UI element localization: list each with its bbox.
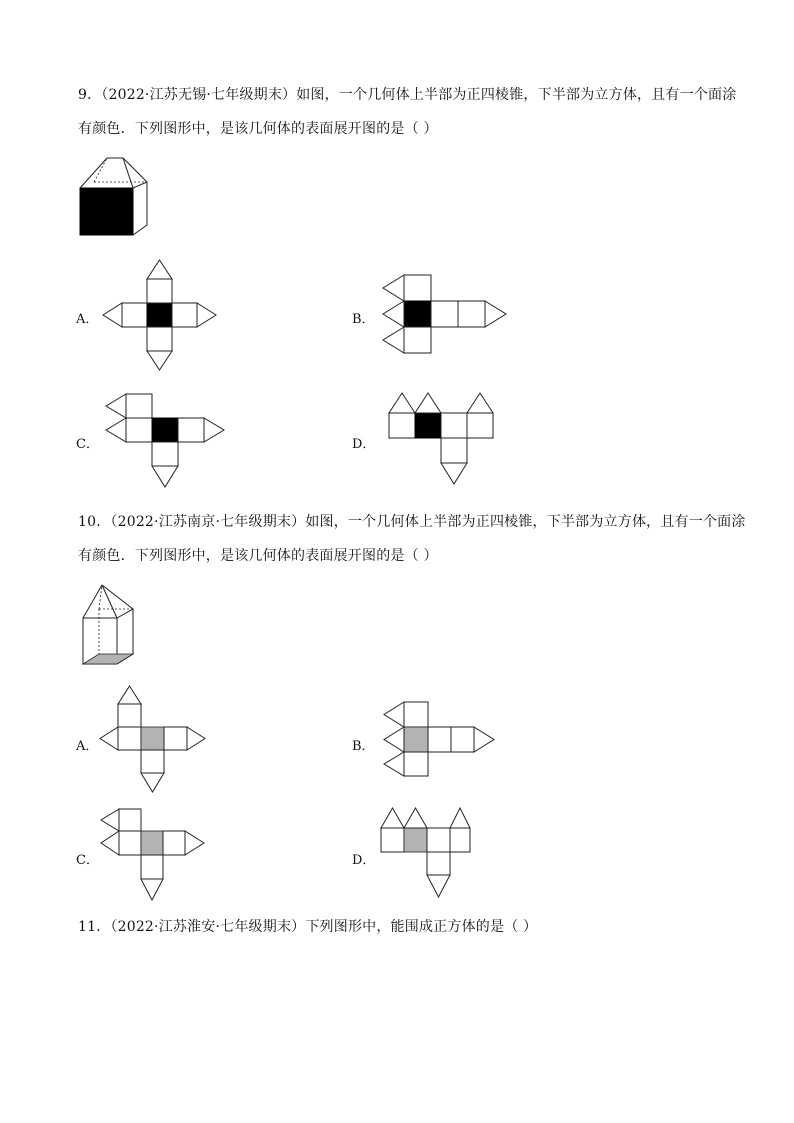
q10-option-c-label: C． [76, 853, 99, 868]
q10-option-c-net [98, 806, 210, 904]
question-11-text: 11．（2022·江苏淮安·七年级期末）下列图形中，能围成正方体的是（ ） [78, 919, 538, 935]
q9-option-c-label: C． [76, 437, 99, 452]
q9-option-b-net [380, 272, 510, 354]
q10-option-b-net [380, 699, 500, 779]
q10-option-a-net [97, 684, 209, 796]
question-9-text-line-2: 有颜色．下列图形中，是该几何体的表面展开图的是（ ） [78, 121, 438, 137]
q9-option-c-net [102, 391, 230, 491]
q10-option-d-net [378, 806, 474, 900]
q9-solid-figure [80, 155, 150, 240]
question-10-text-line-1: 10．（2022·江苏南京·七年级期末）如图，一个几何体上半部为正四棱锥，下半部为立方体，且有一个面涂 [78, 514, 746, 530]
q9-option-b-label: B． [352, 312, 375, 327]
q9-option-a-label: A． [76, 312, 99, 327]
q10-option-d-label: D． [352, 853, 376, 868]
q10-option-b-label: B． [352, 739, 375, 754]
q10-option-a-label: A． [76, 739, 99, 754]
q10-solid-figure [80, 583, 140, 668]
q9-option-d-label: D． [352, 437, 376, 452]
q9-option-a-net [100, 258, 220, 373]
question-10-text-line-2: 有颜色．下列图形中，是该几何体的表面展开图的是（ ） [78, 548, 438, 564]
q9-option-d-net [386, 391, 498, 487]
question-9-text-line-1: 9．（2022·江苏无锡·七年级期末）如图，一个几何体上半部为正四棱锥，下半部为立方体，且有一个面涂 [78, 87, 737, 103]
